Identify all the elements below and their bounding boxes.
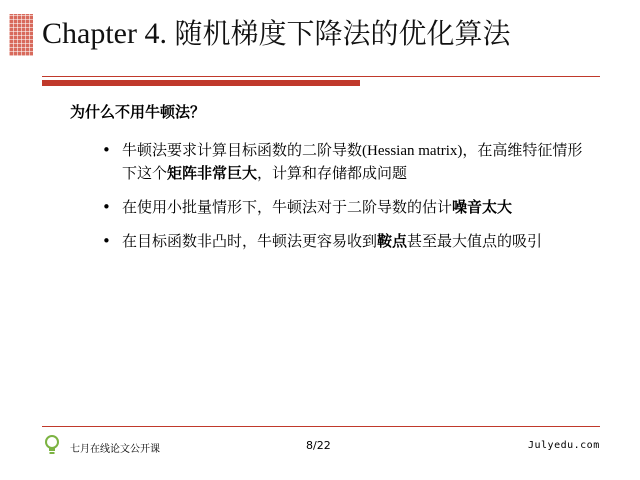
bullet-text-english: (Hessian matrix) bbox=[362, 143, 463, 159]
bullet-text: 牛顿法要求计算目标函数的二阶导数 bbox=[122, 141, 363, 159]
slide-title bbox=[42, 12, 510, 56]
bullet-item-2 bbox=[96, 196, 586, 218]
title-chinese: 随机梯度下降法的优化算法 bbox=[174, 17, 511, 50]
bullet-emphasis: 噪音太大 bbox=[452, 198, 513, 216]
bullet-list bbox=[96, 139, 586, 264]
bullet-dot: • bbox=[102, 198, 111, 216]
bullet-dot: • bbox=[102, 141, 111, 159]
bullet-dot: • bbox=[102, 232, 111, 250]
question-heading: 为什么不用牛顿法？ bbox=[70, 103, 206, 121]
bullet-text: ，在高维特征情形下这个 bbox=[122, 141, 583, 182]
bullet-emphasis: 矩阵非常巨大 bbox=[167, 164, 258, 182]
bullet-item-3 bbox=[96, 230, 586, 252]
title-english: Chapter 4. bbox=[42, 17, 167, 50]
header-accent-bar bbox=[42, 80, 360, 86]
bullet-text: 在使用小批量情形下，牛顿法对于二阶导数的估计 bbox=[122, 198, 453, 216]
page-number: 8/22 bbox=[306, 439, 331, 452]
title-decoration bbox=[9, 14, 33, 56]
bullet-text: 甚至最大值点的吸引 bbox=[407, 232, 543, 250]
header-divider bbox=[42, 76, 600, 77]
footer-divider bbox=[42, 426, 600, 427]
bullet-emphasis: 鞍点 bbox=[377, 232, 408, 250]
lightbulb-icon bbox=[44, 435, 60, 457]
footer-organization: 七月在线论文公开课 bbox=[70, 444, 160, 455]
bullet-item-1 bbox=[96, 139, 586, 184]
footer-website: Julyedu.com bbox=[528, 440, 600, 451]
bullet-text: ，计算和存储都成问题 bbox=[257, 164, 408, 182]
bullet-text: 在目标函数非凸时，牛顿法更容易收到 bbox=[122, 232, 378, 250]
